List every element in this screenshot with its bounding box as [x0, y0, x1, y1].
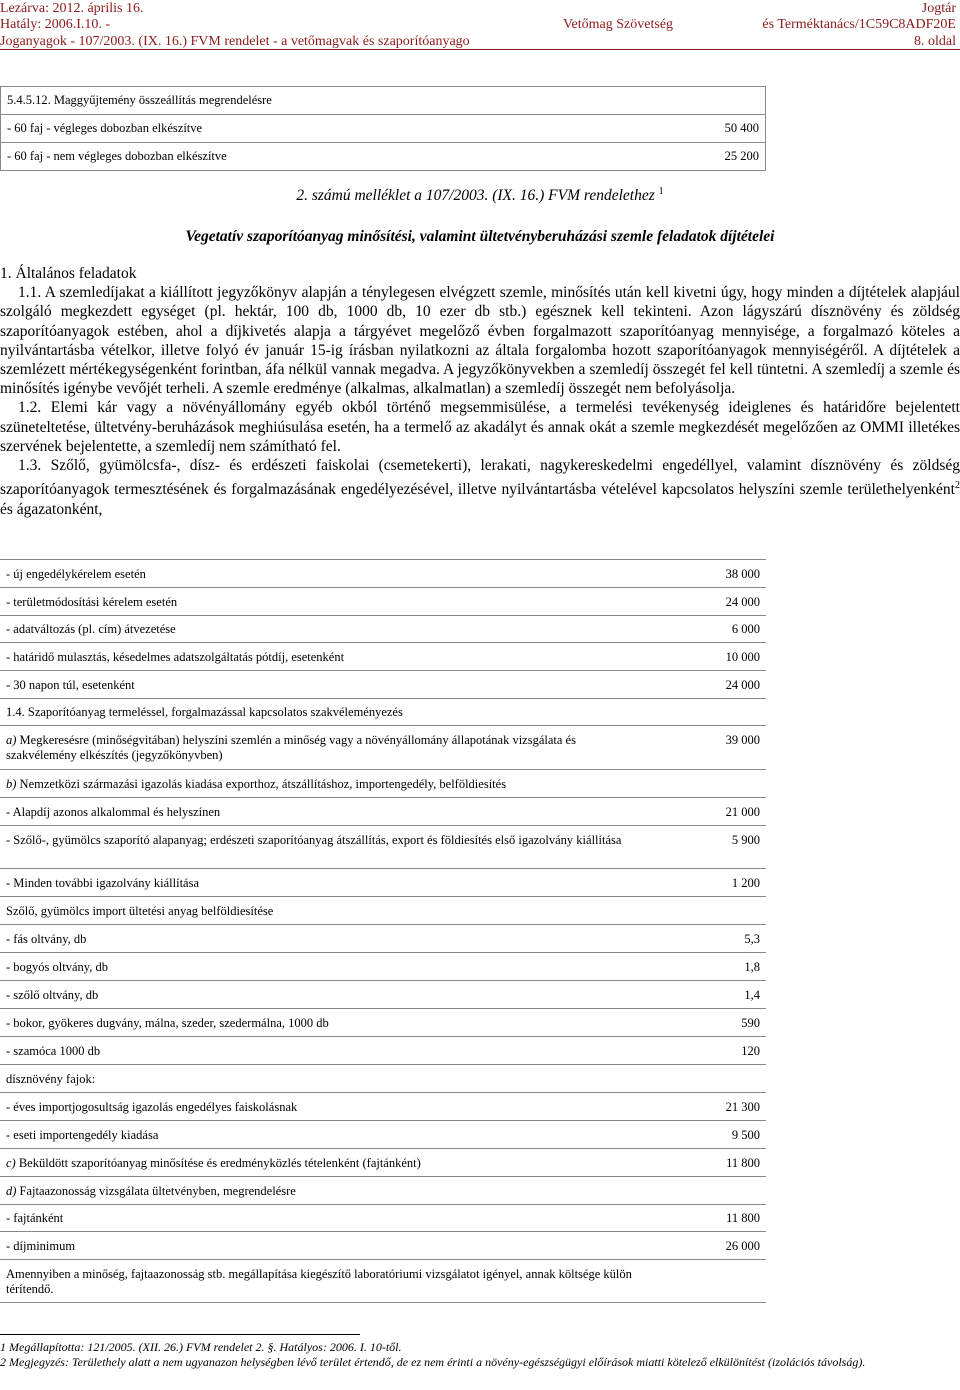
- table-divider: [0, 615, 766, 616]
- table-cell-label: - 60 faj - nem végleges dobozban elkészítve: [1, 143, 714, 171]
- table-divider: [0, 825, 766, 826]
- table-divider: [0, 896, 766, 897]
- table-cell-label: - új engedélykérelem esetén: [6, 567, 146, 581]
- table-cell-label: [6, 733, 636, 763]
- table-cell-label: - Alapdíj azonos alkalommal és helyszínen: [6, 805, 221, 819]
- paragraph: [0, 456, 960, 520]
- item-letter: a): [6, 733, 17, 747]
- table-divider: [0, 642, 766, 643]
- table-cell-label: 1.4. Szaporítóanyag termeléssel, forgalmazással kapcsolatos szakvéleményezés: [6, 705, 403, 719]
- table-cell-value: 1,4: [744, 988, 760, 1002]
- table-cell-value: 25 200: [713, 143, 766, 171]
- table-cell-value: 38 000: [725, 567, 760, 581]
- item-letter: b): [6, 777, 17, 791]
- table-cell-label: - 60 faj - végleges dobozban elkészítve: [1, 115, 714, 143]
- table-cell-value: 10 000: [725, 650, 760, 664]
- header-status: Lezárva: 2012. április 16.: [0, 1, 144, 16]
- table-cell-label: - területmódosítási kérelem esetén: [6, 595, 178, 609]
- table-row: [1, 143, 766, 171]
- table-cell-label: - bokor, gyökeres dugvány, málna, szeder, szedermálna, 1000 db: [6, 1016, 329, 1030]
- table-cell-label: [6, 1184, 296, 1199]
- header-divider: [0, 49, 960, 50]
- footnote-1: 1 Megállapította: 121/2005. (XII. 26.) FVM rendelet 2. §. Hatályos: 2006. I. 10-től.: [0, 1340, 402, 1354]
- table-cell-value: 21 000: [725, 805, 760, 819]
- table-cell-label: - fás oltvány, db: [6, 932, 87, 946]
- table-cell-label: - eseti importengedély kiadása: [6, 1128, 159, 1142]
- table-divider: [0, 1302, 766, 1303]
- table-cell-label: - Minden további igazolvány kiállítása: [6, 876, 200, 890]
- table-cell-label: - bogyós oltvány, db: [6, 960, 108, 974]
- table-cell-label: - adatváltozás (pl. cím) átvezetése: [6, 622, 176, 636]
- table-divider: [0, 769, 766, 770]
- paragraph-text: 1.3. Szőlő, gyümölcsfa-, dísz- és erdészeti faiskolai (csemetekerti), lerakati, nagykereskedelmi engedéllyel, valamint dísznövény és zöldség szaporítóanyagok termesztésének és forgalmazásának engedélyezésével, illetve nyilvántartásba vételével kapcsolatos helyszíni szemle területhelyenként: [0, 457, 960, 499]
- table-cell-label: - szőlő oltvány, db: [6, 988, 99, 1002]
- footnote-2: 2 Megjegyzés: Területhely alatt a nem ugyanazon helységben lévő terület értendő, de ez nem érinti a növény-egészségügyi előírások miatti kötelező elkülönítést (izolációs távolság).: [0, 1355, 866, 1369]
- annex-title-text: 2. számú melléklet a 107/2003. (IX. 16.) FVM rendelethez: [296, 187, 655, 205]
- table-row: [0, 733, 766, 765]
- header-organization-id: és Terméktanács/1C59C8ADF20E: [762, 17, 956, 32]
- table-cell-value: 5 900: [731, 833, 760, 847]
- table-divider: [0, 670, 766, 671]
- header-page-number: 8. oldal: [914, 34, 956, 49]
- table-cell-value: 39 000: [725, 733, 760, 747]
- table-divider: [0, 1148, 766, 1149]
- table-cell-label: dísznövény fajok:: [6, 1072, 96, 1086]
- table-row: [0, 833, 766, 865]
- table-cell-value: 1 200: [731, 876, 760, 890]
- header-brand: Jogtár: [921, 1, 956, 16]
- item-letter: d): [6, 1184, 17, 1198]
- item-text: Megkeresésre (minőségvitában) helyszíni szemlén a minőség vagy a növényállomány állapotának vizsgálata és szakvélemény elkészítés (jegyzőkönyvben): [6, 733, 576, 762]
- table-cell-value: 9 500: [731, 1128, 760, 1142]
- table-divider: [0, 980, 766, 981]
- header-document-path: Joganyagok - 107/2003. (IX. 16.) FVM rendelet - a vetőmagvak és szaporítóanyago: [0, 34, 470, 49]
- table-divider: [0, 1204, 766, 1205]
- footnote-ref: 1: [658, 186, 664, 197]
- footnote-ref: 2: [955, 480, 960, 492]
- table-cell-value: 590: [741, 1016, 760, 1030]
- item-text: Fajtaazonosság vizsgálata ültetvényben, megrendelésre: [16, 1184, 296, 1198]
- table-divider: [0, 1259, 766, 1260]
- table-cell-value: 120: [741, 1044, 760, 1058]
- table-cell-value: 21 300: [725, 1100, 760, 1114]
- header-effective: Hatály: 2006.I.10. -: [0, 17, 111, 32]
- table-divider: [0, 725, 766, 726]
- table-title: 5.4.5.12. Maggyűjtemény összeállítás megrendelésre: [1, 87, 766, 115]
- table-divider: [0, 1064, 766, 1065]
- annex-subtitle: Vegetatív szaporítóanyag minősítési, valamint ültetvényberuházási szemle feladatok díjtételei: [185, 228, 775, 245]
- table-cell-value: 24 000: [725, 595, 760, 609]
- table-divider: [0, 868, 766, 869]
- table-row: [1, 115, 766, 143]
- table-cell-value: 6 000: [731, 622, 760, 636]
- paragraph: 1.2. Elemi kár vagy a növényállomány egyéb okból történő megsemmisülése, a termelési tevékenység ideiglenes és határidőre bejelentett szüneteltetése, ültetvény-beruházások meghiúsulása esetén, ha a termelő az akadályt és annak okát a szemle megkezdését megelőzően az OMMI illetékes szervének bejelentette, a szemledíj nem számítható fel.: [0, 399, 960, 455]
- table-divider: [0, 797, 766, 798]
- item-text: Nemzetközi származási igazolás kiadása exporthoz, átszállításhoz, importengedély, belföldiesítés: [16, 777, 507, 791]
- table-divider: [0, 1036, 766, 1037]
- table-divider: [0, 1176, 766, 1177]
- table-cell-label: [6, 777, 506, 792]
- table-row: [1, 87, 766, 115]
- annex-title: [0, 186, 960, 205]
- table-cell-value: 11 800: [726, 1156, 760, 1170]
- section-general: [0, 264, 960, 520]
- paragraph-text: és ágazatonként,: [0, 501, 103, 519]
- table-cell-label: - 30 napon túl, esetenként: [6, 678, 135, 692]
- table-cell-value: 26 000: [725, 1239, 760, 1253]
- section-heading: 1. Általános feladatok: [0, 265, 137, 282]
- table-cell-value: 24 000: [725, 678, 760, 692]
- table-row: [0, 1267, 766, 1299]
- table-divider: [0, 1092, 766, 1093]
- table-divider: [0, 587, 766, 588]
- table-cell-label: Szőlő, gyümölcs import ültetési anyag belföldiesítése: [6, 904, 274, 918]
- table-cell-value: 50 400: [713, 115, 766, 143]
- table-divider: [0, 1120, 766, 1121]
- table-cell-label: - éves importjogosultság igazolás engedélyes faiskolásnak: [6, 1100, 298, 1114]
- table-note: Amennyiben a minőség, fajtaazonosság stb. megállapítása kiegészítő laboratóriumi vizsgálatot igényel, annak költsége külön térítendő.: [6, 1267, 632, 1296]
- table-cell-label: [6, 1156, 421, 1171]
- item-text: Beküldött szaporítóanyag minősítése és eredményközlés tételenként (fajtánként): [15, 1156, 421, 1170]
- table-cell-label: - szamóca 1000 db: [6, 1044, 101, 1058]
- table-divider: [0, 1008, 766, 1009]
- table-cell-label: - díjminimum: [6, 1239, 76, 1253]
- paragraph: 1.1. A szemledíjakat a kiállított jegyzőkönyv alapján a ténylegesen elvégzett szemle, minősítés után kell kivetni úgy, hogy minden a díjtételek alapjául szolgáló megkezdett egységet (pl. hektár, 100 db, 1000 db, 10 ezer db stb.) egésznek kell tekinteni. Azon lágyszárú dísznövény és zöldség szaporítóanyagok estében, ahol a díjkivetés alapja a tárgyévet megelőző évben forgalmazott szaporítóanyag mennyisége, a forgalmazó köteles a nyilvántartásba vételkor, illetve folyó év január 15-ig írásban nyilatkozni az általa forgalomba hozott szaporítóanyagok mennyiségéről. A díjtételek a szemlézett mértékegységenként forintban, áfa nélkül vannak megadva. A jegyzőkönyvekben a szemledíj összegét fel kell tüntetni. A szemledíj a szemle és minősítés igénybe vevőjét terheli. A szemle eredménye (alkalmas, alkalmatlan) a szemledíj összegét nem befolyásolja.: [0, 284, 960, 398]
- table-cell-value: 11 800: [726, 1211, 760, 1225]
- table-cell-label: - Szőlő-, gyümölcs szaporító alapanyag; erdészeti szaporítóanyag átszállítás, export és földiesítés első igazolvány kiállítása: [6, 833, 622, 847]
- footnote-divider: [0, 1334, 360, 1335]
- item-letter: c): [6, 1156, 16, 1170]
- table-divider: [0, 952, 766, 953]
- table-cell-value: 1,8: [744, 960, 760, 974]
- table-cell-value: 5,3: [744, 932, 760, 946]
- table-cell-label: - fajtánként: [6, 1211, 64, 1225]
- table-divider: [0, 698, 766, 699]
- table-cell-label: - határidő mulasztás, késedelmes adatszolgáltatás pótdíj, esetenként: [6, 650, 345, 664]
- header-organization: Vetőmag Szövetség: [563, 17, 674, 32]
- table-divider: [0, 924, 766, 925]
- seed-collection-table: [0, 86, 766, 171]
- table-divider: [0, 1231, 766, 1232]
- table-divider: [0, 559, 766, 560]
